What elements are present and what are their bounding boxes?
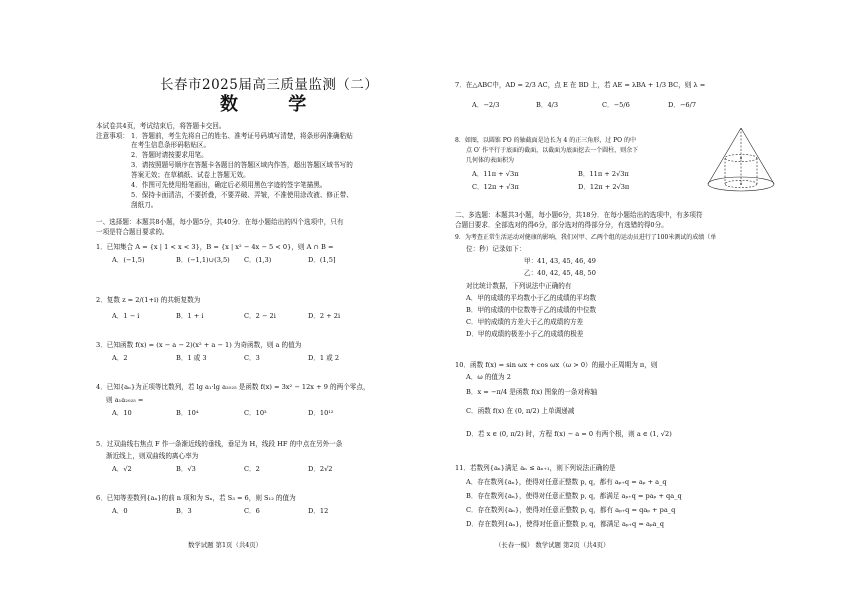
option: C．12π + √3π — [472, 183, 519, 191]
option: A．−2/3 — [472, 101, 500, 109]
question-stem-cont: 点 O′ 作平行于底面的截面，以截面为底面挖去一个圆柱，则余下 — [466, 147, 639, 154]
option: D．甲的成绩的极差小于乙的成绩的极差 — [466, 330, 584, 338]
option: D．12π + 2√3π — [578, 183, 630, 191]
data-row-jia: 甲：41, 43, 45, 46, 49 — [524, 257, 596, 265]
option: D．12 — [308, 507, 329, 515]
option: A．(−1,5) — [112, 256, 145, 264]
option: C．函数 f(x) 在 (0, π/2) 上单调递减 — [466, 407, 575, 415]
section1-heading-cont: 一项是符合题目要求的。 — [96, 228, 169, 236]
question-stem: 2．复数 z = 2/(1+i) 的共轭复数为 — [96, 296, 201, 304]
option: A．甲的成绩的平均数小于乙的成绩的平均数 — [466, 294, 597, 302]
notice-label: 注意事项： — [96, 132, 129, 140]
option: D．若 x ∈ (0, π/2) 时，方程 f(x) − a = 0 有两个根，则 a ∈ (1, √2) — [466, 430, 672, 438]
section2-heading: 二、多选题：本题共3小题，每小题6分，共18分．在每小题给出的选项中，有多项符 — [455, 211, 703, 219]
option: D．2 + 2i — [308, 312, 341, 320]
notice-item: 答案无效；在草稿纸、试卷上答题无效。 — [131, 171, 250, 179]
option: D．(1,5] — [308, 256, 336, 264]
option: A．存在数列{aₙ}，使得对任意正整数 p, q，都有 aₚ₊q = aₚ + a_q — [466, 478, 667, 486]
option: B．存在数列{aₙ}，使得对任意正整数 p, q，都满足 aₚ₊q = paₚ + qa_q — [466, 492, 682, 500]
question-stem: 8．如图，以圆锥 PO 的轴截面是边长为 4 的正三角形，过 PO 的中 — [455, 137, 636, 144]
option: A．0 — [112, 507, 128, 515]
option: B．4/3 — [536, 101, 559, 109]
notice-item: 刮纸刀。 — [131, 201, 158, 209]
question-stem: 5．过双曲线右焦点 F 作一条渐近线的垂线，垂足为 H，线段 HF 的中点在另外一条 — [96, 440, 343, 448]
option: B．√3 — [176, 465, 196, 473]
option: C．−5/6 — [602, 101, 630, 109]
section1-heading: 一、选择题：本题共8小题，每小题5分，共40分．在每小题给出的四个选项中，只有 — [96, 218, 344, 226]
right-column — [432, 0, 867, 596]
exam-title: 长春市2025届高三质量监测（二） — [160, 77, 379, 93]
option: A．11π + √3π — [472, 170, 519, 178]
option: C．甲的成绩的方差大于乙的成绩的方差 — [466, 318, 584, 326]
notice-item: 1．答题前，考生先将自己的姓名、准考证号码填写清楚，将条形码准确粘贴 — [131, 132, 353, 140]
notice-intro: 本试卷共4页，考试结束后，将答题卡交回。 — [96, 122, 226, 130]
question-stem: 11．若数列{aₙ}满足 aₙ ≤ aₙ₊₁，则下列说法正确的是 — [455, 464, 616, 472]
page-footer: 数学试题 第1页（共4页） — [188, 541, 263, 549]
notice-item: 2．答题时请按要求用笔。 — [131, 151, 208, 159]
question-stem: 1．已知集合 A = {x | 1 < x < 3}，B = {x | x² − 4x − 5 < 0}，则 A ∩ B = — [96, 243, 334, 251]
option: A．√2 — [112, 465, 132, 473]
option: B．3 — [176, 507, 192, 515]
question-stem: 9．为考查正常生活运动对健康的影响，我们对甲、乙两个组的运动员进行了100米测试的成绩（单 — [455, 234, 717, 241]
option: D．10¹² — [308, 409, 334, 417]
option: A．ω 的值为 2 — [466, 373, 511, 381]
option: D．−6/7 — [668, 101, 697, 109]
option: A．1 − i — [112, 312, 140, 320]
option: A．10 — [112, 409, 132, 417]
option: D．1 或 2 — [308, 354, 340, 362]
question-stem: 7．在△ABC中，AD = 2/3 AC，点 E 在 BD 上，若 AE = λBA + 1/3 BC，则 λ = — [455, 81, 706, 89]
option: B．(−1,1)∪(3,5) — [176, 256, 230, 264]
notice-item: 3．请按照题号顺序在答题卡各题目的答题区域内作答，超出答题区域书写的 — [131, 161, 353, 169]
option: D．2√2 — [308, 465, 333, 473]
option: C．3 — [244, 354, 260, 362]
section2-heading-cont: 合题目要求．全部选对的得6分，部分选对的得部分分，有选错的得0分。 — [455, 221, 668, 229]
question-intro: 对比统计数据，下列说法中正确的有 — [466, 282, 572, 290]
option: C．6 — [244, 507, 260, 515]
option: C．2 − 2i — [244, 312, 276, 320]
page-footer: （长春一模） 数学试题 第2页（共4页） — [495, 541, 610, 549]
cone-cylinder-figure — [700, 124, 782, 196]
question-stem: 6．已知等差数列{aₙ}的前 n 项和为 Sₙ，若 S₃ = 6，则 S₁₂ 的值为 — [96, 494, 296, 502]
option: C．存在数列{aₙ}，使得对任意正整数 p, q，都有 aₚ₊q = qaₚ + pa_q — [466, 506, 676, 514]
question-stem-cont: 渐近线上，则双曲线的离心率为 — [106, 452, 199, 460]
option: B．10⁴ — [176, 409, 199, 417]
option: A．2 — [112, 354, 128, 362]
question-stem: 4．已知{aₙ}为正项等比数列，若 lg a₁·lg a₂₀₂₅ 是函数 f(x) = 3x² − 12x + 9 的两个零点， — [96, 383, 370, 391]
option: C．(1,3) — [244, 256, 272, 264]
data-row-yi: 乙：40, 42, 45, 48, 50 — [524, 269, 596, 277]
option: C．2 — [244, 465, 260, 473]
option: B．1 或 3 — [176, 354, 207, 362]
notice-item: 在考生信息条形码粘贴区。 — [131, 141, 211, 149]
subject-title: 数 学 — [220, 94, 329, 115]
notice-item: 5．保持卡面清洁，不要折叠，不要弄破、弄皱，不准使用涂改液、修正带、 — [131, 191, 353, 199]
option: D．存在数列{aₙ}，使得对任意正整数 p, q，都满足 aₚ₊q = aₚa_q — [466, 520, 664, 528]
question-stem-cont: 则 a₁a₂₀₂₅ = — [106, 396, 144, 404]
question-stem-cont: 几何体的表面积为 — [466, 157, 515, 164]
question-stem: 10．函数 f(x) = sin ωx + cos ωx（ω > 0）的最小正周期为 π，则 — [455, 361, 658, 369]
option: B．甲的成绩的中位数等于乙的成绩的中位数 — [466, 306, 597, 314]
question-stem: 3．已知函数 f(x) = (x − a − 2)(x² + a − 1) 为奇函数，则 a 的值为 — [96, 341, 302, 349]
option: B．11π + 2√3π — [578, 170, 629, 178]
question-stem-cont: 位：秒）记录如下： — [466, 245, 526, 253]
notice-item: 4．作图可先使用铅笔画出，确定后必须用黑色字迹的签字笔描黑。 — [131, 181, 327, 189]
option: B．1 + i — [176, 312, 204, 320]
option: B．x = −π/4 是函数 f(x) 图象的一条对称轴 — [466, 388, 598, 396]
option: C．10³ — [244, 409, 267, 417]
left-column — [0, 0, 432, 596]
